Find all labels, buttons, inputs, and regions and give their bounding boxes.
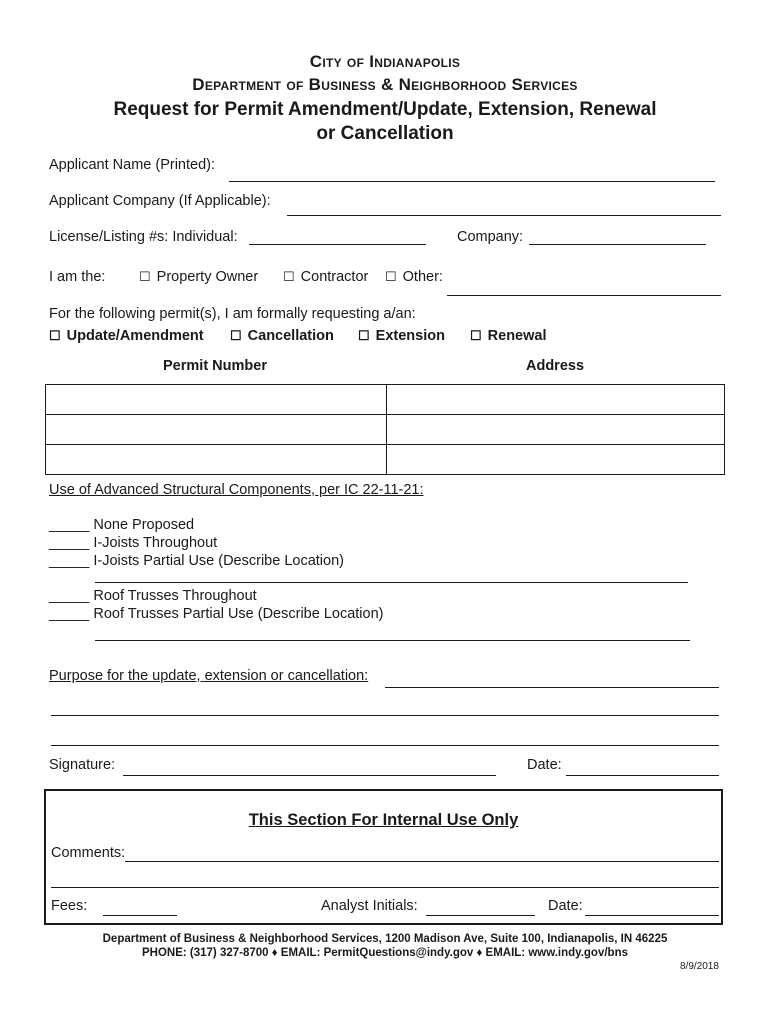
structural-item-label: Roof Trusses Partial Use (Describe Location) xyxy=(93,606,384,622)
purpose-field-line3[interactable] xyxy=(51,745,719,746)
update-amendment-option[interactable] xyxy=(49,328,204,344)
permit-number-cell[interactable] xyxy=(46,385,387,415)
applicant-name-field[interactable] xyxy=(229,181,715,182)
fees-field[interactable] xyxy=(103,915,177,916)
purpose-label: Purpose for the update, extension or cancellation: xyxy=(49,668,369,684)
request-intro: For the following permit(s), I am formally requesting a/an: xyxy=(49,306,416,322)
structural-heading: Use of Advanced Structural Components, per IC 22-11-21: xyxy=(49,482,424,498)
table-row xyxy=(46,385,725,415)
structural-item-ijoists-partial[interactable] xyxy=(49,553,344,569)
permit-number-header: Permit Number xyxy=(163,358,267,374)
checkbox-icon[interactable]: ☐ xyxy=(49,328,61,343)
signature-label: Signature: xyxy=(49,757,116,773)
internal-use-title: This Section For Internal Use Only xyxy=(248,811,519,829)
property-owner-label: Property Owner xyxy=(156,269,259,285)
property-owner-option[interactable] xyxy=(139,269,258,285)
permit-number-cell[interactable] xyxy=(46,445,387,475)
license-company-field[interactable] xyxy=(529,244,706,245)
trusses-location-field[interactable] xyxy=(95,640,690,641)
i-am-the-label: I am the: xyxy=(49,269,106,285)
checkbox-icon[interactable]: ☐ xyxy=(470,328,482,343)
license-individual-label: License/Listing #s: Individual: xyxy=(49,229,238,245)
cancellation-option[interactable] xyxy=(230,328,334,344)
cancellation-label: Cancellation xyxy=(247,328,334,344)
checkbox-icon[interactable]: ☐ xyxy=(358,328,370,343)
footer-address: Department of Business & Neighborhood Services, 1200 Madison Ave, Suite 100, Indianapolis, IN 46225 xyxy=(102,933,668,945)
other-option[interactable] xyxy=(385,269,443,285)
footer-contact: PHONE: (317) 327-8700 ♦ EMAIL: PermitQuestions@indy.gov ♦ EMAIL: www.indy.gov/bns xyxy=(141,947,628,959)
renewal-label: Renewal xyxy=(487,328,547,344)
signature-date-label: Date: xyxy=(527,757,562,773)
ijoists-location-field[interactable] xyxy=(95,582,688,583)
structural-blank[interactable]: _____ xyxy=(49,517,90,533)
structural-item-trusses[interactable] xyxy=(49,588,257,604)
purpose-field-line1[interactable] xyxy=(385,687,719,688)
checkbox-icon[interactable]: ☐ xyxy=(139,269,151,284)
form-title-line2: or Cancellation xyxy=(316,123,454,144)
structural-blank[interactable]: _____ xyxy=(49,606,90,622)
address-header: Address xyxy=(525,358,585,374)
checkbox-icon[interactable]: ☐ xyxy=(283,269,295,284)
comments-label: Comments: xyxy=(51,845,126,861)
applicant-company-field[interactable] xyxy=(287,215,721,216)
signature-date-field[interactable] xyxy=(566,775,719,776)
license-company-label: Company: xyxy=(457,229,524,245)
extension-option[interactable] xyxy=(358,328,445,344)
address-cell[interactable] xyxy=(387,385,725,415)
fees-label: Fees: xyxy=(51,898,88,914)
form-title-line1: Request for Permit Amendment/Update, Extension, Renewal xyxy=(113,99,657,120)
structural-item-none[interactable] xyxy=(49,517,194,533)
analyst-initials-field[interactable] xyxy=(426,915,535,916)
permit-table xyxy=(45,384,725,475)
applicant-company-label: Applicant Company (If Applicable): xyxy=(49,193,271,209)
contractor-label: Contractor xyxy=(300,269,369,285)
structural-item-label: Roof Trusses Throughout xyxy=(93,588,257,604)
structural-item-label: I-Joists Partial Use (Describe Location) xyxy=(93,553,344,569)
structural-item-trusses-partial[interactable] xyxy=(49,606,383,622)
table-row xyxy=(46,445,725,475)
contractor-option[interactable] xyxy=(283,269,368,285)
structural-blank[interactable]: _____ xyxy=(49,588,90,604)
other-label: Other: xyxy=(402,269,443,285)
renewal-option[interactable] xyxy=(470,328,547,344)
permit-number-cell[interactable] xyxy=(46,415,387,445)
department-heading: Department of Business & Neighborhood Services xyxy=(192,75,578,94)
city-heading: City of Indianapolis xyxy=(309,52,461,71)
address-cell[interactable] xyxy=(387,445,725,475)
table-row xyxy=(46,415,725,445)
signature-field[interactable] xyxy=(123,775,496,776)
applicant-name-label: Applicant Name (Printed): xyxy=(49,157,216,173)
internal-date-field[interactable] xyxy=(585,915,719,916)
structural-item-label: None Proposed xyxy=(93,517,195,533)
structural-item-ijoists[interactable] xyxy=(49,535,217,551)
comments-field-line2[interactable] xyxy=(51,887,719,888)
purpose-field-line2[interactable] xyxy=(51,715,719,716)
checkbox-icon[interactable]: ☐ xyxy=(230,328,242,343)
structural-blank[interactable]: _____ xyxy=(49,535,90,551)
address-cell[interactable] xyxy=(387,415,725,445)
revision-date: 8/9/2018 xyxy=(680,961,719,972)
structural-item-label: I-Joists Throughout xyxy=(93,535,218,551)
structural-blank[interactable]: _____ xyxy=(49,553,90,569)
comments-field-line1[interactable] xyxy=(125,861,719,862)
license-individual-field[interactable] xyxy=(249,244,426,245)
other-field[interactable] xyxy=(447,295,721,296)
update-amendment-label: Update/Amendment xyxy=(66,328,204,344)
analyst-initials-label: Analyst Initials: xyxy=(321,898,418,914)
internal-date-label: Date: xyxy=(548,898,583,914)
checkbox-icon[interactable]: ☐ xyxy=(385,269,397,284)
extension-label: Extension xyxy=(375,328,445,344)
